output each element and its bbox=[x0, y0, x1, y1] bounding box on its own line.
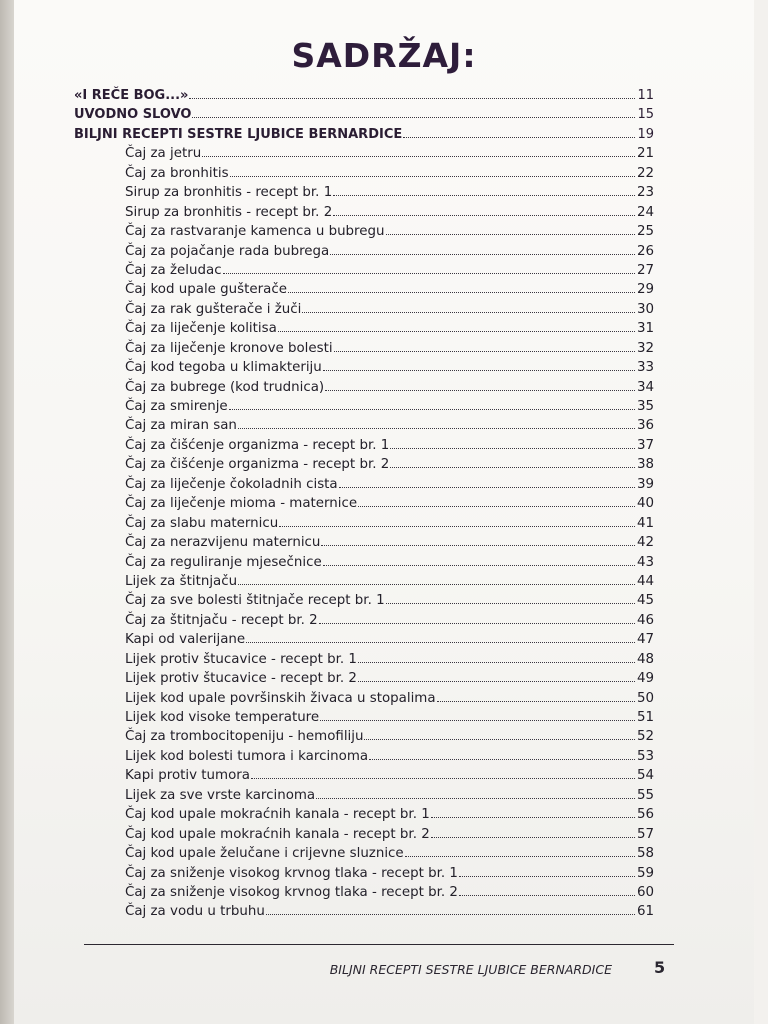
toc-entry bbox=[74, 669, 654, 688]
dot-leader bbox=[405, 844, 635, 857]
dot-leader bbox=[325, 378, 635, 391]
toc-entry-page-number: 21 bbox=[636, 146, 654, 162]
dot-leader bbox=[333, 183, 635, 196]
toc-entry-page-number: 60 bbox=[636, 884, 654, 900]
dot-leader bbox=[238, 572, 635, 585]
dot-leader bbox=[459, 864, 635, 877]
toc-entry-page-number: 33 bbox=[636, 360, 654, 376]
toc-entry-label: Čaj za pojačanje rada bubrega bbox=[125, 243, 330, 259]
dot-leader bbox=[319, 611, 635, 624]
dot-leader bbox=[302, 300, 635, 313]
toc-entry bbox=[74, 105, 654, 124]
dot-leader bbox=[323, 358, 635, 371]
dot-leader bbox=[189, 86, 635, 99]
toc-entry-page-number: 27 bbox=[636, 262, 654, 278]
toc-entry-label: Lijek za sve vrste karcinoma bbox=[125, 787, 316, 803]
toc-entry-label: Čaj za bubrege (kod trudnica) bbox=[125, 379, 325, 395]
toc-entry-page-number: 30 bbox=[636, 301, 654, 317]
running-footer-title: BILJNI RECEPTI SESTRE LJUBICE BERNARDICE bbox=[329, 962, 612, 977]
toc-entry-page-number: 54 bbox=[636, 768, 654, 784]
toc-entry bbox=[74, 611, 654, 630]
dot-leader bbox=[266, 902, 635, 915]
toc-entry-label: Čaj za rak gušterače i žuči bbox=[125, 301, 302, 317]
toc-entry-page-number: 23 bbox=[636, 185, 654, 201]
dot-leader bbox=[390, 455, 635, 468]
toc-entry-label: Kapi protiv tumora bbox=[125, 768, 250, 784]
toc-entry bbox=[74, 650, 654, 669]
dot-leader bbox=[437, 689, 635, 702]
toc-entry-label: Čaj za jetru bbox=[125, 146, 202, 162]
toc-entry-label: Sirup za bronhitis - recept br. 1 bbox=[125, 185, 333, 201]
footer-divider bbox=[84, 944, 674, 945]
toc-entry-page-number: 42 bbox=[636, 535, 654, 551]
toc-entry-label: Čaj za štitnjaču - recept br. 2 bbox=[125, 612, 318, 628]
toc-entry bbox=[74, 494, 654, 513]
dot-leader bbox=[251, 766, 635, 779]
dot-leader bbox=[333, 203, 635, 216]
toc-entry-page-number: 29 bbox=[636, 282, 654, 298]
dot-leader bbox=[288, 280, 635, 293]
toc-entry-page-number: 41 bbox=[636, 515, 654, 531]
dot-leader bbox=[369, 747, 635, 760]
toc-entry-page-number: 57 bbox=[636, 826, 654, 842]
table-of-contents bbox=[74, 86, 654, 922]
toc-entry bbox=[74, 455, 654, 474]
toc-entry-label: Čaj za liječenje mioma - maternice bbox=[125, 496, 358, 512]
toc-entry-label: Lijek za štitnjaču bbox=[125, 573, 238, 589]
toc-entry bbox=[74, 378, 654, 397]
toc-entry bbox=[74, 553, 654, 572]
toc-entry-page-number: 47 bbox=[636, 632, 654, 648]
toc-entry-label: Čaj za reguliranje mjesečnice bbox=[125, 554, 322, 570]
toc-entry bbox=[74, 416, 654, 435]
toc-entry-page-number: 39 bbox=[636, 476, 654, 492]
toc-entry-label: Čaj za bronhitis bbox=[125, 165, 229, 181]
toc-entry-label: Čaj za liječenje čokoladnih cista bbox=[125, 476, 338, 492]
dot-leader bbox=[459, 883, 635, 896]
toc-entry-label: Čaj kod tegoba u klimakteriju bbox=[125, 360, 322, 376]
page-number: 5 bbox=[654, 958, 666, 977]
dot-leader bbox=[364, 727, 635, 740]
toc-entry bbox=[74, 902, 654, 921]
dot-leader bbox=[358, 650, 635, 663]
toc-entry-label: Čaj za čišćenje organizma - recept br. 1 bbox=[125, 437, 390, 453]
toc-entry bbox=[74, 591, 654, 610]
dot-leader bbox=[229, 397, 635, 410]
toc-entry bbox=[74, 533, 654, 552]
toc-entry-label: Čaj kod upale želučane i crijevne sluznice bbox=[125, 846, 404, 862]
toc-entry bbox=[74, 747, 654, 766]
toc-entry-page-number: 53 bbox=[636, 748, 654, 764]
toc-entry-page-number: 40 bbox=[636, 496, 654, 512]
toc-entry bbox=[74, 280, 654, 299]
toc-entry-page-number: 58 bbox=[636, 846, 654, 862]
toc-entry-page-number: 56 bbox=[636, 807, 654, 823]
toc-entry bbox=[74, 261, 654, 280]
dot-leader bbox=[386, 591, 635, 604]
toc-entry-label: Čaj za trombocitopeniju - hemofiliju bbox=[125, 729, 364, 745]
toc-entry bbox=[74, 183, 654, 202]
toc-entry-label: Čaj za smirenje bbox=[125, 399, 228, 414]
dot-leader bbox=[339, 475, 635, 488]
dot-leader bbox=[330, 242, 635, 255]
toc-entry-label: Kapi od valerijane bbox=[125, 632, 246, 648]
toc-entry-page-number: 48 bbox=[636, 651, 654, 667]
toc-entry bbox=[74, 300, 654, 319]
dot-leader bbox=[431, 825, 635, 838]
toc-entry-page-number: 15 bbox=[637, 107, 654, 123]
toc-entry-label: Lijek kod visoke temperature bbox=[125, 710, 320, 725]
dot-leader bbox=[321, 533, 635, 546]
toc-entry-label: Lijek kod upale površinskih živaca u stopalima bbox=[125, 690, 436, 706]
toc-entry bbox=[74, 708, 654, 727]
dot-leader bbox=[192, 105, 635, 118]
toc-entry-page-number: 38 bbox=[636, 457, 654, 473]
toc-entry-label: Čaj za rastvaranje kamenca u bubregu bbox=[125, 224, 385, 240]
toc-entry-label: Čaj za sve bolesti štitnjače recept br. 1 bbox=[125, 593, 385, 609]
toc-entry-page-number: 50 bbox=[636, 690, 654, 706]
toc-entry-page-number: 43 bbox=[636, 554, 654, 570]
toc-entry-label: Čaj za nerazvijenu maternicu bbox=[125, 535, 321, 551]
toc-entry-label: Lijek protiv štucavice - recept br. 2 bbox=[125, 671, 357, 687]
dot-leader bbox=[230, 164, 635, 177]
dot-leader bbox=[202, 144, 635, 157]
toc-entry-page-number: 45 bbox=[636, 593, 654, 609]
toc-entry bbox=[74, 689, 654, 708]
toc-entry-label: Čaj za slabu maternicu bbox=[125, 515, 279, 531]
dot-leader bbox=[390, 436, 635, 449]
dot-leader bbox=[334, 339, 635, 352]
toc-entry-page-number: 52 bbox=[636, 729, 654, 745]
dot-leader bbox=[386, 222, 636, 235]
toc-entry bbox=[74, 572, 654, 591]
toc-entry-page-number: 26 bbox=[636, 243, 654, 259]
toc-entry-page-number: 32 bbox=[636, 340, 654, 356]
toc-entry-page-number: 59 bbox=[636, 865, 654, 881]
toc-entry-label: Lijek kod bolesti tumora i karcinoma bbox=[125, 748, 369, 764]
toc-entry-label: Sirup za bronhitis - recept br. 2 bbox=[125, 204, 333, 220]
toc-entry bbox=[74, 766, 654, 785]
dot-leader bbox=[279, 514, 635, 527]
toc-entry bbox=[74, 514, 654, 533]
dot-leader bbox=[431, 805, 635, 818]
toc-entry bbox=[74, 358, 654, 377]
toc-entry bbox=[74, 630, 654, 649]
toc-entry bbox=[74, 144, 654, 163]
toc-entry-page-number: 11 bbox=[637, 88, 654, 103]
toc-entry-page-number: 24 bbox=[636, 204, 654, 220]
toc-entry-page-number: 61 bbox=[636, 904, 654, 920]
toc-entry bbox=[74, 125, 654, 144]
toc-entry-label: «I REČE BOG...» bbox=[74, 88, 189, 103]
toc-entry-page-number: 55 bbox=[636, 787, 654, 803]
dot-leader bbox=[358, 494, 635, 507]
dot-leader bbox=[320, 708, 635, 721]
toc-entry bbox=[74, 203, 654, 222]
toc-entry bbox=[74, 475, 654, 494]
toc-entry bbox=[74, 242, 654, 261]
toc-entry-page-number: 19 bbox=[637, 126, 654, 142]
book-page bbox=[14, 0, 754, 1024]
toc-entry-page-number: 49 bbox=[636, 671, 654, 687]
toc-entry-label: Čaj za miran san bbox=[125, 418, 237, 434]
dot-leader bbox=[238, 416, 635, 429]
dot-leader bbox=[278, 319, 635, 332]
toc-entry bbox=[74, 397, 654, 416]
toc-entry-page-number: 25 bbox=[636, 224, 654, 240]
page-title: SADRŽAJ: bbox=[291, 36, 477, 75]
toc-entry bbox=[74, 805, 654, 824]
toc-entry-label: Čaj za liječenje kronove bolesti bbox=[125, 340, 333, 356]
toc-entry-label: Čaj kod upale mokraćnih kanala - recept br. 1 bbox=[125, 807, 430, 823]
dot-leader bbox=[358, 669, 635, 682]
toc-entry-label: Čaj za sniženje visokog krvnog tlaka - recept br. 1 bbox=[125, 865, 458, 881]
toc-entry-page-number: 46 bbox=[636, 612, 654, 628]
toc-entry bbox=[74, 727, 654, 746]
toc-entry bbox=[74, 436, 654, 455]
toc-entry-page-number: 35 bbox=[636, 399, 654, 414]
toc-entry-label: Čaj kod upale mokraćnih kanala - recept br. 2 bbox=[125, 826, 430, 842]
toc-entry-page-number: 31 bbox=[636, 321, 654, 337]
toc-entry-label: UVODNO SLOVO bbox=[74, 107, 192, 123]
toc-entry bbox=[74, 86, 654, 105]
toc-entry bbox=[74, 844, 654, 863]
toc-entry-page-number: 34 bbox=[636, 379, 654, 395]
dot-leader bbox=[246, 630, 635, 643]
dot-leader bbox=[223, 261, 635, 274]
toc-entry bbox=[74, 164, 654, 183]
toc-entry bbox=[74, 864, 654, 883]
toc-entry-label: BILJNI RECEPTI SESTRE LJUBICE BERNARDICE bbox=[74, 126, 403, 142]
toc-entry-label: Čaj za vodu u trbuhu bbox=[125, 904, 265, 920]
toc-entry bbox=[74, 825, 654, 844]
toc-entry bbox=[74, 339, 654, 358]
toc-entry bbox=[74, 319, 654, 338]
dot-leader bbox=[403, 125, 635, 138]
toc-entry-page-number: 22 bbox=[636, 165, 654, 181]
toc-entry-page-number: 44 bbox=[636, 573, 654, 589]
toc-entry bbox=[74, 222, 654, 241]
toc-entry bbox=[74, 883, 654, 902]
toc-entry-label: Čaj za čišćenje organizma - recept br. 2 bbox=[125, 457, 390, 473]
toc-entry-label: Čaj za sniženje visokog krvnog tlaka - recept br. 2 bbox=[125, 884, 458, 900]
toc-entry-page-number: 36 bbox=[636, 418, 654, 434]
toc-entry-page-number: 37 bbox=[636, 437, 654, 453]
toc-entry bbox=[74, 786, 654, 805]
toc-entry-label: Čaj za liječenje kolitisa bbox=[125, 321, 277, 337]
dot-leader bbox=[323, 553, 635, 566]
toc-entry-label: Čaj za želudac bbox=[125, 262, 222, 278]
toc-entry-label: Lijek protiv štucavice - recept br. 1 bbox=[125, 651, 357, 667]
dot-leader bbox=[316, 786, 635, 799]
toc-entry-page-number: 51 bbox=[636, 710, 654, 725]
toc-entry-label: Čaj kod upale gušterače bbox=[125, 282, 287, 298]
